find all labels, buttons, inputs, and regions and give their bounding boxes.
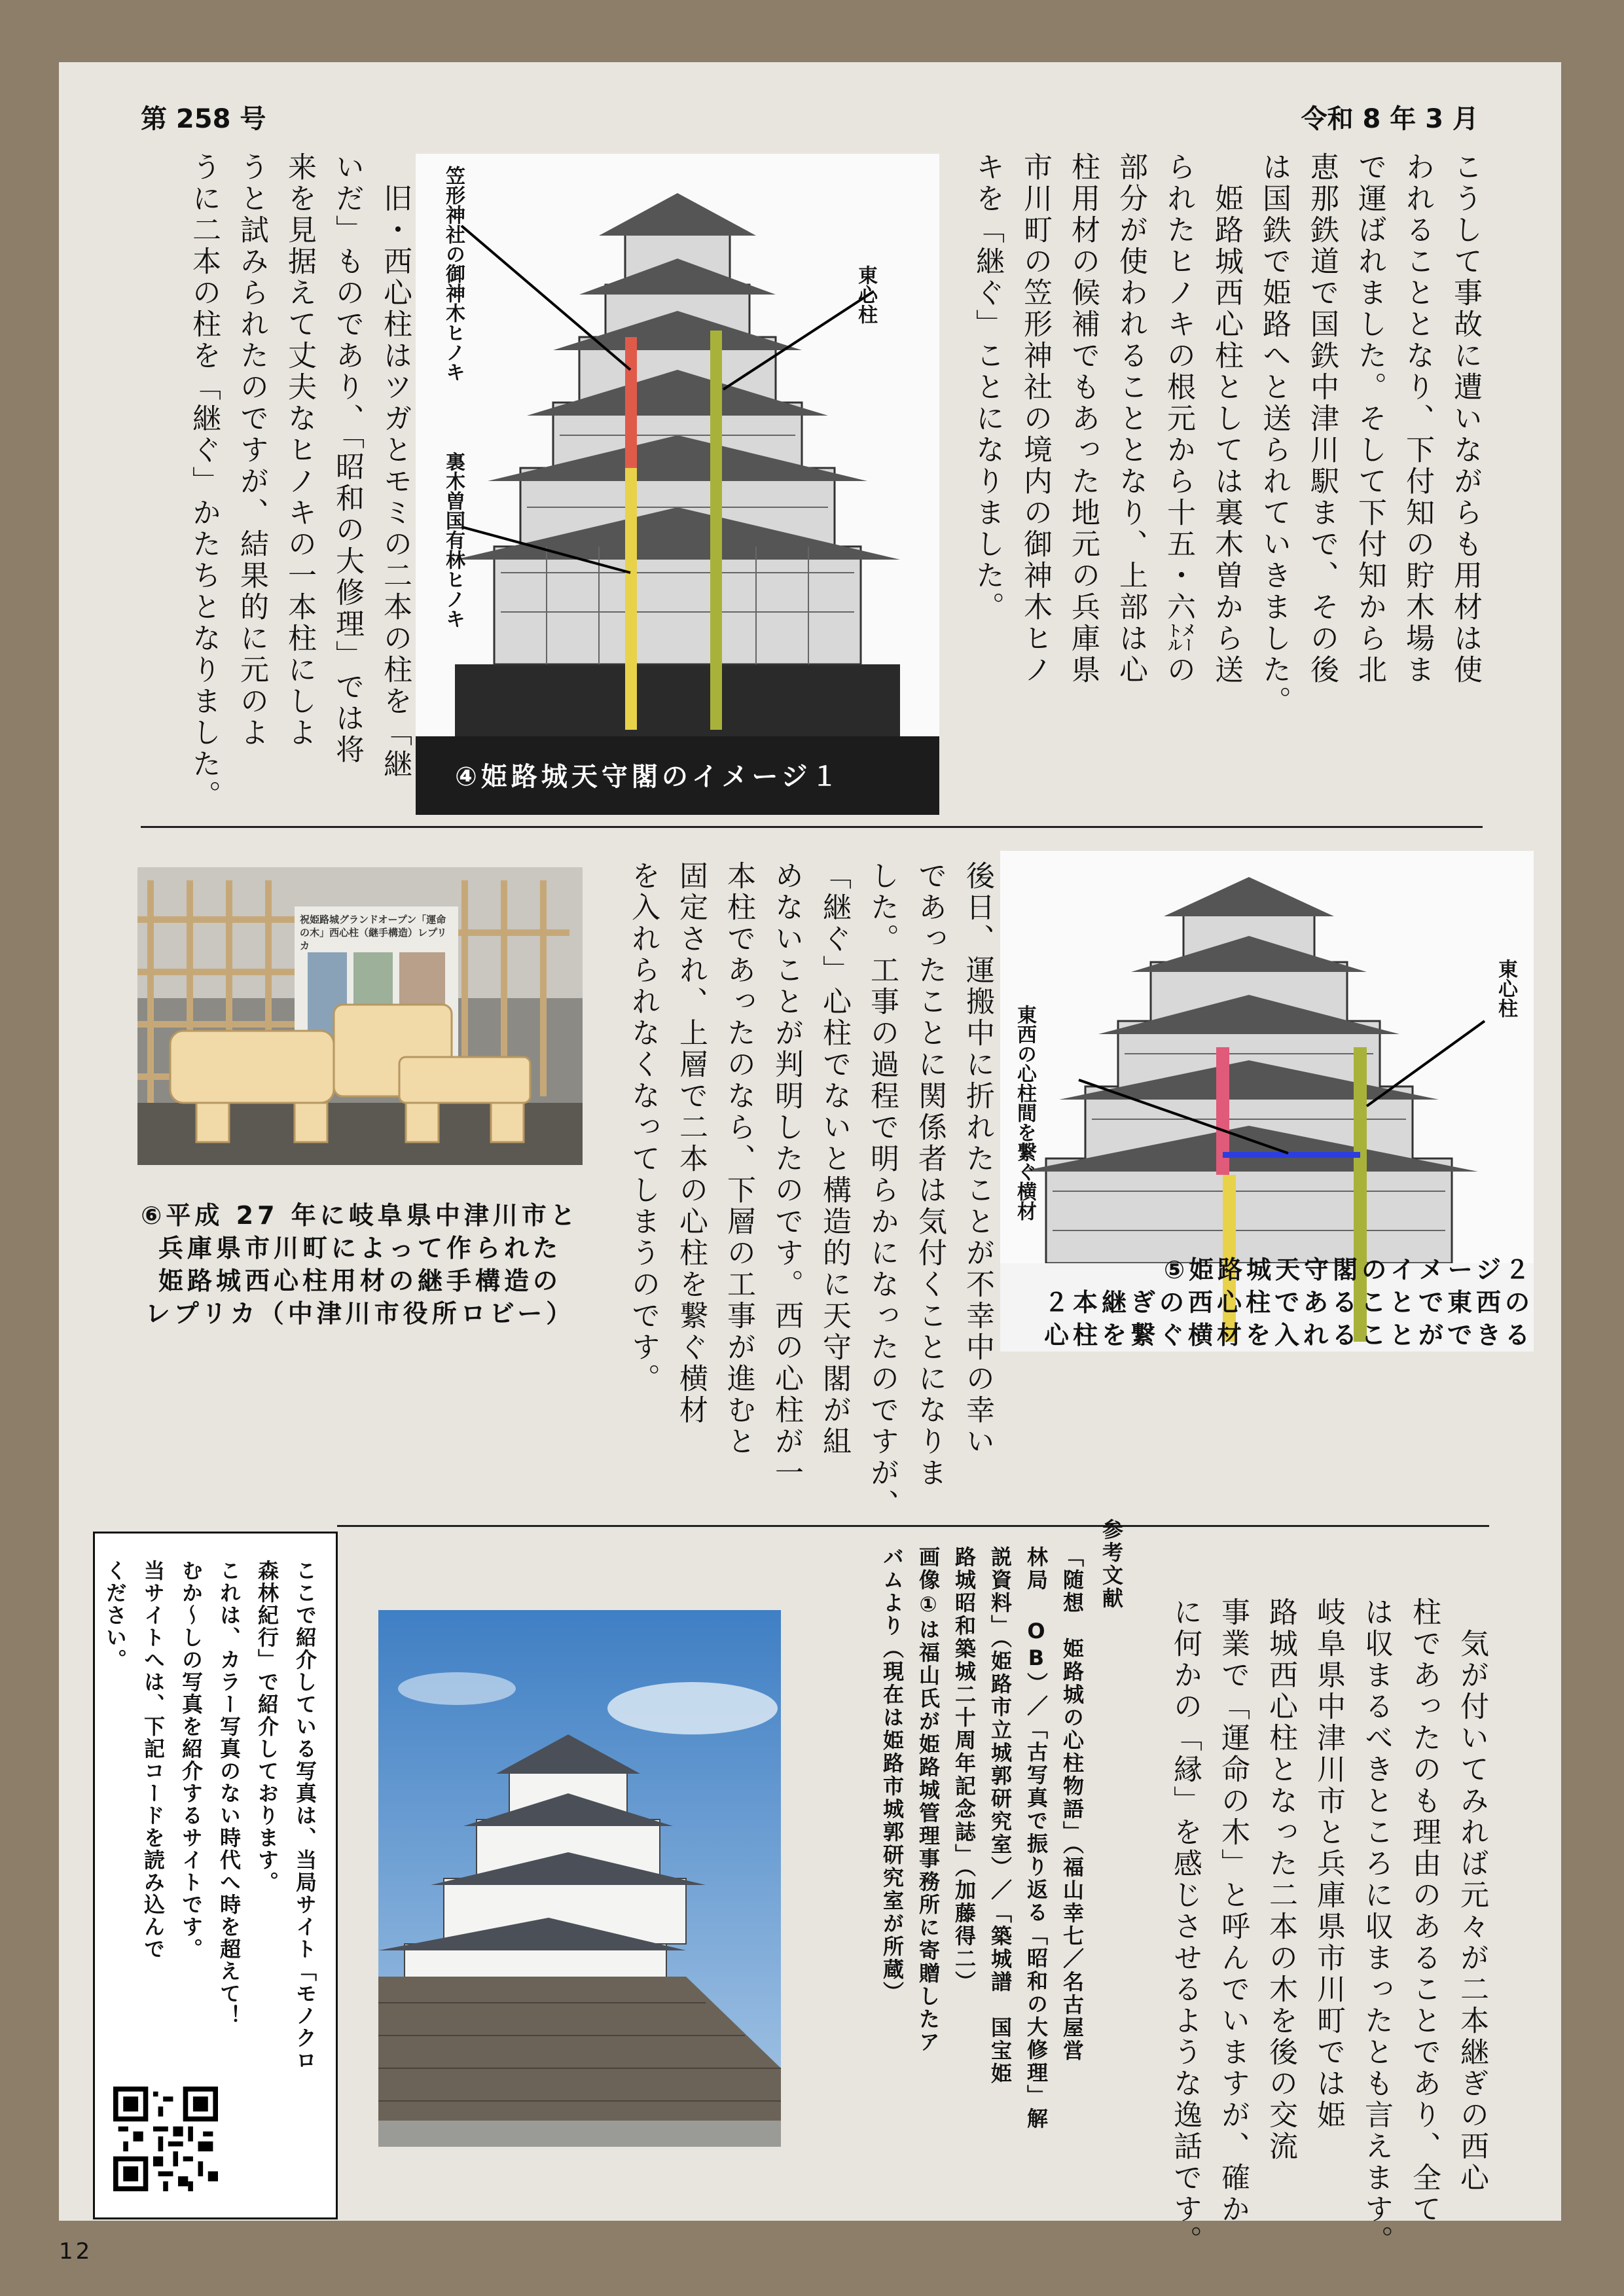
text-column: 本柱であったのなら、下層の工事が進むと [722, 861, 755, 1458]
text-column: は収まるべきところに収まったとも言えます。 [1360, 1597, 1393, 2257]
notice-line: むか～しの写真を紹介するサイトです。 [179, 1560, 204, 1960]
reference-line: 説資料」（姫路市立城郭研究室）／「築城譜 国宝姫 [988, 1546, 1013, 2085]
caption-line: ⑥平成 27 年に岐阜県中津川市と [141, 1201, 579, 1230]
text-column: こうして事故に遭いながらも用材は使 [1449, 152, 1482, 686]
text-column: 柱用材の候補でもあった地元の兵庫県 [1066, 152, 1100, 686]
text-column: うと試みられたのですが、結果的に元のよ [235, 152, 268, 749]
caption-line: レプリカ（中津川市役所ロビー） [145, 1299, 575, 1328]
caption-line: 姫路城西心柱用材の継手構造の [158, 1266, 562, 1295]
reference-line: 「随想 姫路城の心柱物語」（福山幸七／名古屋営 [1060, 1546, 1085, 2062]
reference-line: 林局 OB）／「古写真で振り返る「昭和の大修理」解 [1024, 1546, 1049, 2130]
text-column: うに二本の柱を「継ぐ」かたちとなりました。 [187, 152, 221, 812]
text-column: は国鉄で姫路へと送られていきました。 [1257, 152, 1291, 717]
notice-box [93, 1532, 338, 2219]
divider-1 [141, 826, 1483, 828]
divider-2 [337, 1525, 1489, 1527]
label-east-pillar: 東心柱 [854, 265, 877, 324]
text-column: めないことが判明したのです。西の心柱が一 [770, 861, 803, 1489]
label-east-pillar-2: 東心柱 [1494, 959, 1517, 1018]
text-column: いだ」ものであり、「昭和の大修理」では将 [331, 152, 364, 766]
castle-photo-image [378, 1610, 781, 2147]
text-column: 「継ぐ」心柱でないと構造的に天守閣が組 [818, 861, 851, 1458]
text-column: 部分が使われることとなり、上部は心 [1114, 152, 1147, 686]
label-kasagata-hinoki: 笠形神社の御神木ヒノキ [442, 166, 465, 382]
notice-line: ここで紹介している写真は、当局サイト「モノクロ [293, 1560, 317, 2072]
notice-text [96, 1560, 324, 2136]
caption-line: 兵庫県市川町によって作られた [158, 1234, 562, 1263]
qr-code[interactable] [113, 2087, 218, 2191]
caption-line: ２本継ぎの西心柱であることで東西の [1043, 1288, 1534, 1317]
text-column: 恵那鉄道で国鉄中津川駅まで、その後 [1305, 152, 1339, 686]
notice-line: ください。 [103, 1560, 128, 1671]
article-section-3 [1149, 1597, 1496, 2257]
figure-5-castle-cross-section [1000, 851, 1534, 1352]
figure-6-replica-photo [137, 867, 583, 1165]
text-column: られたヒノキの根元から十五・六㍍の [1162, 152, 1195, 686]
text-column: キを「継ぐ」ことになりました。 [971, 152, 1004, 623]
text-column: 路城西心柱となった二本の木を後の交流 [1264, 1597, 1297, 2162]
text-column: に何かの「縁」を感じさせるような逸話です。 [1168, 1597, 1202, 2257]
caption-line: ⑤姫路城天守閣のイメージ２ [1163, 1255, 1534, 1284]
text-column: を入れられなくなってしまうのです。 [626, 861, 660, 1395]
caption-line: 心柱を繋ぐ横材を入れることができる [1043, 1321, 1534, 1350]
text-column: 旧・西心柱はツガとモミの二本の柱を「継 [378, 152, 412, 780]
replica-sign-text: 祝姫路城グランドオープン「運命の木」西心柱（継手構造）レプリカ [300, 914, 447, 952]
notice-line: これは、カラー写真のない時代へ時を超えて！ [217, 1560, 242, 2027]
text-column: で運ばれました。そして下付知から北 [1353, 152, 1386, 686]
text-column: 固定され、上層で二本の心柱を繋ぐ横材 [674, 861, 708, 1426]
text-column: 柱であったのも理由のあることであり、全て [1407, 1597, 1441, 2225]
figure-4-castle-cross-section [416, 154, 939, 815]
notice-line: 森林紀行」で紹介しております。 [255, 1560, 280, 1893]
text-column: 市川町の笠形神社の境内の御神木ヒノ [1019, 152, 1052, 686]
reference-line: 画像①は福山氏が姫路城管理事務所に寄贈したア [916, 1546, 941, 2054]
figure-4-caption: ④姫路城天守閣のイメージ１ [455, 762, 842, 792]
text-column: であったことに関係者は気付くことになりま [913, 861, 947, 1489]
label-urakiso-hinoki: 裏木曽国有林ヒノキ [442, 452, 465, 628]
label-connecting-beam: 東西の心柱間を繋ぐ横材 [1013, 1005, 1036, 1221]
page-number: 12 [59, 2238, 93, 2265]
himeji-castle-photo [378, 1610, 781, 2147]
text-column: われることとなり、下付知の貯木場ま [1401, 152, 1434, 686]
text-column: 岐阜県中津川市と兵庫県市川町では姫 [1312, 1597, 1345, 2131]
text-column: 事業で「運命の木」と呼んでいますが、確か [1216, 1597, 1250, 2225]
text-column: 来を見据えて丈夫なヒノキの一本柱にしよ [283, 152, 316, 749]
figure-6-caption [111, 1199, 609, 1330]
article-section-1 [929, 152, 1489, 833]
text-column: した。工事の過程で明らかになったのですが、 [865, 861, 899, 1520]
reference-line: 路城昭和築城二十周年記念誌」（加藤得二） [952, 1546, 977, 1994]
article-section-1-continued [170, 152, 419, 833]
text-column: 気が付いてみれば元々が二本継ぎの西心 [1455, 1597, 1489, 2194]
replica-photo-image [137, 867, 583, 1165]
text-column: 姫路城西心柱としては裏木曽から送 [1210, 152, 1243, 686]
article-section-2 [609, 861, 1001, 1541]
reference-line: バムより（現在は姫路市城郭研究室が所蔵） [880, 1546, 905, 2004]
issue-number: 第 258 号 [141, 104, 266, 134]
issue-date: 令和 8 年 3 月 [1301, 104, 1479, 134]
castle-illustration-1 [416, 154, 939, 815]
references-heading: 参考文献 [1099, 1518, 1124, 1610]
text-column: 後日、運搬中に折れたことが不幸中の幸い [961, 861, 994, 1458]
notice-line: 当サイトへは、下記コードを読み込んで [141, 1560, 166, 1960]
references-list [874, 1546, 1090, 2214]
figure-5-caption [1000, 1253, 1536, 1352]
